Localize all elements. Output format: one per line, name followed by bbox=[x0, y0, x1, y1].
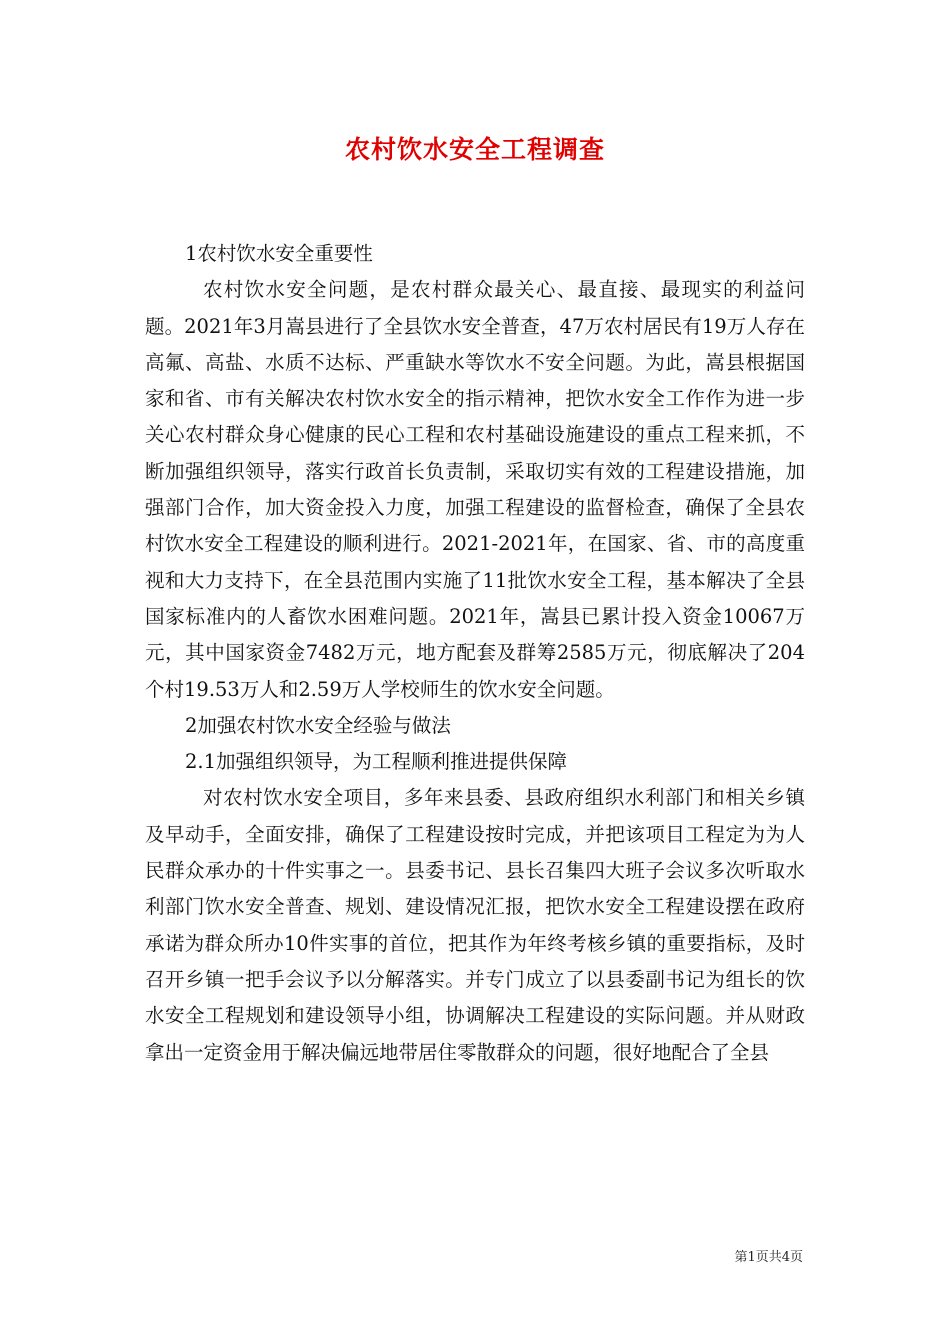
subsection-heading-2-1: 2.1加强组织领导，为工程顺利推进提供保障 bbox=[185, 750, 568, 774]
document-title: 农村饮水安全工程调查 bbox=[344, 135, 605, 164]
page-number: 第1页共4页 bbox=[734, 1250, 803, 1265]
paragraph-2: 对农村饮水安全项目，多年来县委、县政府组织水利部门和相关乡镇及早动手，全面安排，确保了工程建设按时完成，并把该项目工程定为为人民群众承办的十件实事之一。县委书记、县长召集四大班子会议多次听取水利部门饮水安全普查、规划、建设情况汇报，把饮水安全工程建设摆在政府承诺为群众所办10件实事的首位，把其作为年终考核乡镇的重要指标，及时召开乡镇一把手会议予以分解落实。并专门成立了以县委副书记为组长的饮水安全工程规划和建设领导小组，协调解决工程建设的实际问题。并从财政拿出一定资金用于解决偏远地带居住零散群众的问题，很好地配合了全县 bbox=[145, 786, 805, 1064]
section-heading-2: 2加强农村饮水安全经验与做法 bbox=[185, 713, 451, 737]
section-heading-1: 1农村饮水安全重要性 bbox=[185, 242, 373, 265]
document-body bbox=[145, 236, 805, 1071]
paragraph-1: 农村饮水安全问题，是农村群众最关心、最直接、最现实的利益问题。2021年3月嵩县进行了全县饮水安全普查，47万农村居民有19万人存在高氟、高盐、水质不达标、严重缺水等饮水不安全问题。为此，嵩县根据国家和省、市有关解决农村饮水安全的指示精神，把饮水安全工作作为进一步关心农村群众身心健康的民心工程和农村基础设施建设的重点工程来抓，不断加强组织领导，落实行政首长负责制，采取切实有效的工程建设措施，加强部门合作，加大资金投入力度，加强工程建设的监督检查，确保了全县农村饮水安全工程建设的顺利进行。2021-2021年，在国家、省、市的高度重视和大力支持下，在全县范围内实施了11批饮水安全工程，基本解决了全县国家标准内的人畜饮水困难问题。2021年，嵩县已累计投入资金10067万元，其中国家资金7482万元，地方配套及群筹2585万元，彻底解决了204个村19.53万人和2.59万人学校师生的饮水安全问题。 bbox=[145, 278, 805, 701]
